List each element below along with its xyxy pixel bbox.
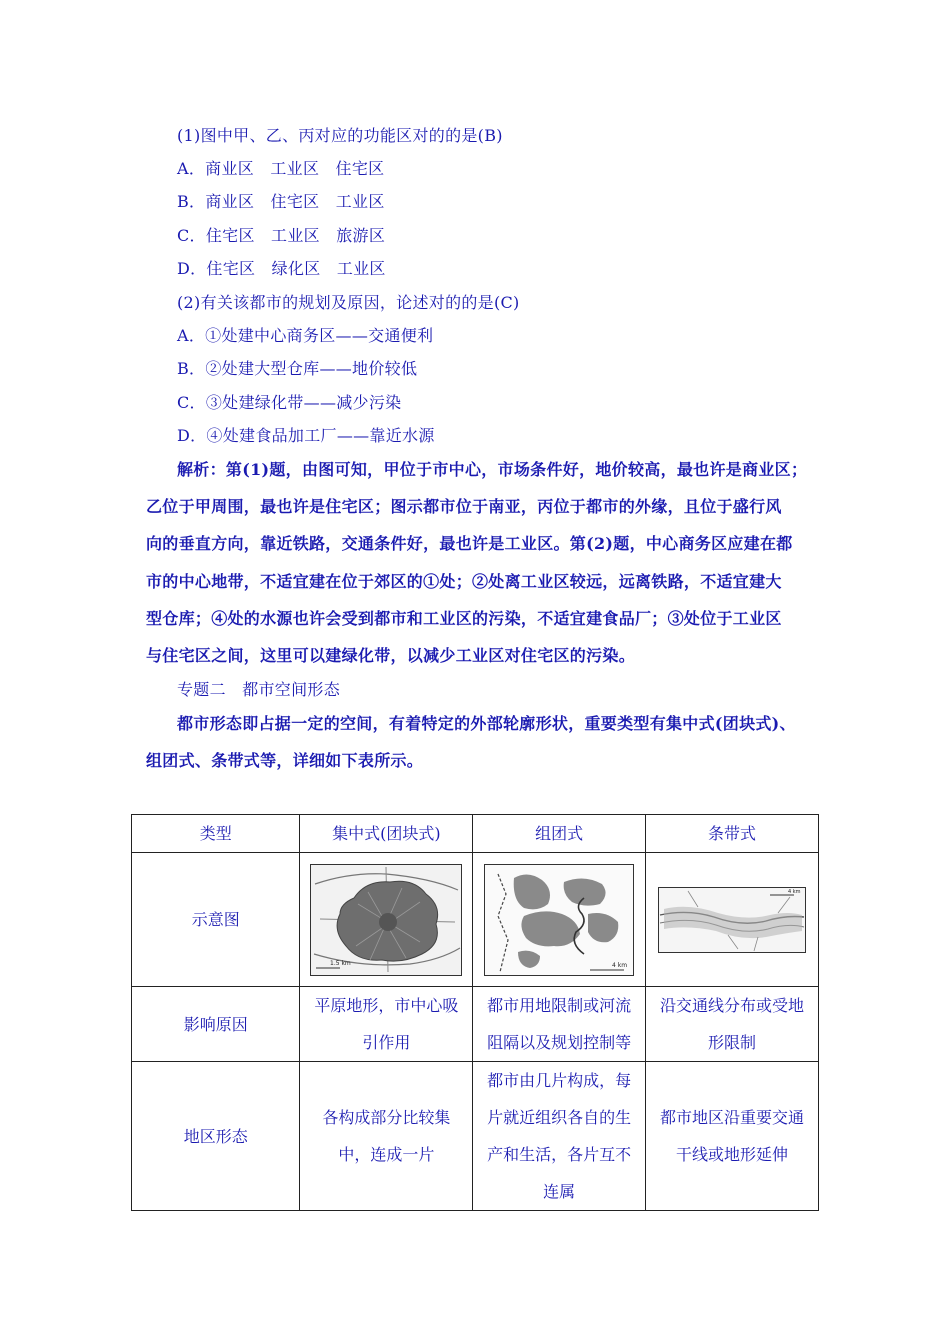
clustered-city-map — [473, 853, 646, 987]
cause-clustered-line: 阻隔以及规划控制等 — [487, 1033, 632, 1052]
clustered-map-scale: 4 km — [612, 961, 628, 969]
form-clustered-line: 连属 — [543, 1182, 576, 1201]
header-type: 类型 — [132, 815, 300, 853]
q2-option-a: A．①处建中心商务区——交通便利 — [177, 326, 434, 345]
form-concentrated — [300, 1062, 473, 1211]
concentrated-city-map — [300, 853, 473, 987]
cause-strip-line: 形限制 — [708, 1033, 757, 1052]
form-row-label: 地区形态 — [132, 1062, 300, 1211]
q2-option-c: C．③处建绿化带——减少污染 — [177, 393, 402, 412]
q1-option-c: C．住宅区 工业区 旅游区 — [177, 226, 386, 245]
analysis-line-3: 向的垂直方向，靠近铁路，交通条件好，最也许是工业区。第(2)题，中心商务区应建在都 — [146, 534, 793, 553]
cause-clustered-line: 都市用地限制或河流 — [487, 996, 632, 1015]
city-form-table — [131, 814, 819, 1211]
question-2: (2)有关该都市的规划及原因，论述对的的是(C) — [177, 293, 520, 312]
analysis-line-5: 型仓库；④处的水源也许会受到都市和工业区的污染，不适宜建食品厂；③处位于工业区 — [146, 609, 782, 628]
header-strip: 条带式 — [646, 815, 819, 853]
form-clustered — [473, 1062, 646, 1211]
concentrated-map-image — [310, 864, 462, 976]
strip-city-map — [646, 853, 819, 987]
cause-clustered — [473, 987, 646, 1062]
form-strip-line: 干线或地形延伸 — [676, 1145, 789, 1164]
concentrated-map-scale: 1.5 km — [330, 959, 352, 967]
topic-intro-line-1: 都市形态即占据一定的空间，有着特定的外部轮廓形状，重要类型有集中式(团块式)、 — [177, 714, 796, 733]
table-header-row — [132, 815, 819, 853]
table-row-diagram — [132, 853, 819, 987]
header-clustered: 组团式 — [473, 815, 646, 853]
q2-option-b: B．②处建大型仓库——地价较低 — [177, 359, 418, 378]
table-row-form — [132, 1062, 819, 1211]
clustered-map-image — [484, 864, 634, 976]
topic-heading: 专题二 都市空间形态 — [177, 680, 341, 699]
cause-strip-line: 沿交通线分布或受地 — [660, 996, 805, 1015]
cause-concentrated — [300, 987, 473, 1062]
strip-map-scale: 4 km — [788, 888, 801, 895]
diagram-row-label: 示意图 — [132, 853, 300, 987]
form-clustered-line: 产和生活，各片互不 — [487, 1145, 632, 1164]
q1-option-b: B．商业区 住宅区 工业区 — [177, 192, 385, 211]
strip-map-image — [658, 887, 806, 953]
cause-concentrated-line: 引作用 — [362, 1033, 411, 1052]
cause-strip — [646, 987, 819, 1062]
analysis-line-6: 与住宅区之间，这里可以建绿化带，以减少工业区对住宅区的污染。 — [146, 646, 636, 665]
analysis-line-1: 解析：第(1)题，由图可知，甲位于市中心，市场条件好，地价较高，最也许是商业区； — [177, 460, 808, 479]
question-1: (1)图中甲、乙、丙对应的功能区对的的是(B) — [177, 126, 503, 145]
header-concentrated: 集中式(团块式) — [300, 815, 473, 853]
q2-option-d: D．④处建食品加工厂——靠近水源 — [177, 426, 435, 445]
analysis-line-4: 市的中心地带，不适宜建在位于郊区的①处；②处离工业区较远，远离铁路，不适宜建大 — [146, 572, 782, 591]
form-strip-line: 都市地区沿重要交通 — [660, 1108, 805, 1127]
q1-option-a: A．商业区 工业区 住宅区 — [177, 159, 385, 178]
cause-row-label: 影响原因 — [132, 987, 300, 1062]
form-clustered-line: 片就近组织各自的生 — [487, 1108, 632, 1127]
form-clustered-line: 都市由几片构成，每 — [487, 1071, 632, 1090]
table-row-cause — [132, 987, 819, 1062]
form-strip — [646, 1062, 819, 1211]
cause-concentrated-line: 平原地形，市中心吸 — [314, 996, 459, 1015]
topic-intro-line-2: 组团式、条带式等，详细如下表所示。 — [146, 751, 424, 770]
analysis-line-2: 乙位于甲周围，最也许是住宅区；图示都市位于南亚，丙位于都市的外缘，且位于盛行风 — [146, 497, 782, 516]
q1-option-d: D．住宅区 绿化区 工业区 — [177, 259, 386, 278]
form-concentrated-line: 各构成部分比较集 — [322, 1108, 451, 1127]
form-concentrated-line: 中，连成一片 — [338, 1145, 435, 1164]
